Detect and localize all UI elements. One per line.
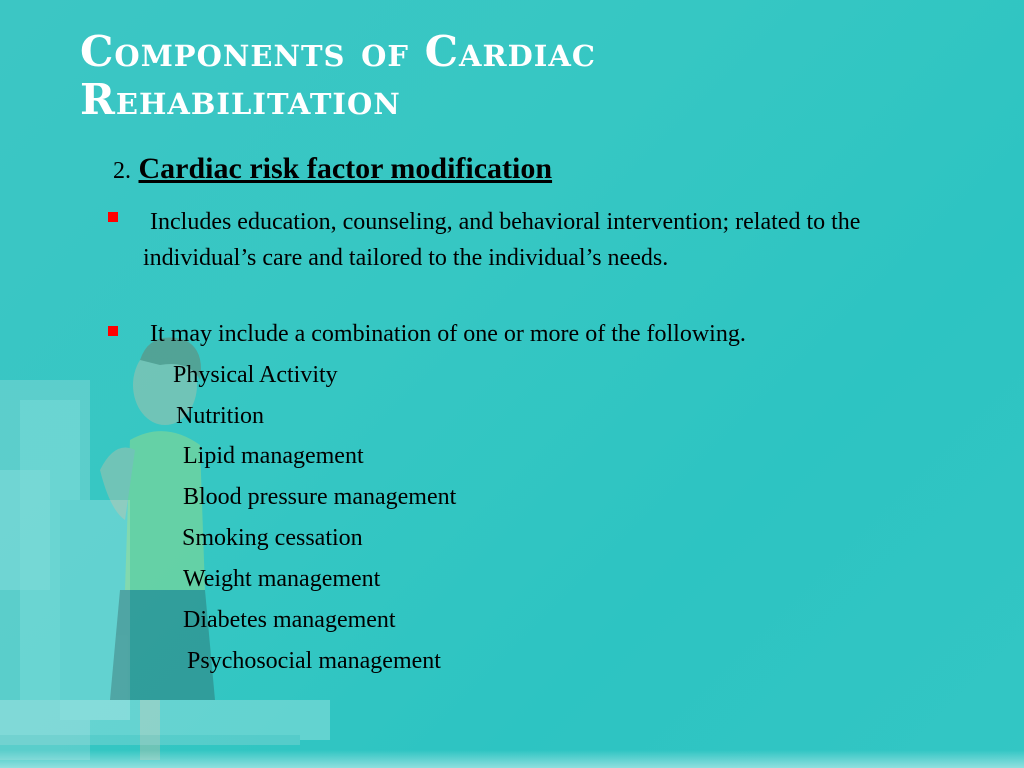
slide-subtitle (113, 152, 552, 186)
subtitle-number: 2. (113, 158, 131, 184)
list-item: Weight management (183, 566, 381, 592)
list-item: Psychosocial management (187, 648, 441, 674)
subtitle-text: Cardiac risk factor modification (138, 152, 553, 185)
bullet-text-1: Includes education, counseling, and behavioral intervention; related to the individual’s care and tailored to the individual’s needs. (143, 209, 861, 271)
list-item: Blood pressure management (183, 484, 457, 510)
bullet-marker-1 (108, 212, 118, 222)
bullet-marker-2 (108, 326, 118, 336)
slide-title: Components of Cardiac Rehabilitation (80, 27, 596, 124)
bottom-band (0, 750, 1024, 768)
bullet-text-2: It may include a combination of one or more of the following. (150, 321, 746, 347)
list-item: Diabetes management (183, 607, 396, 633)
list-item: Smoking cessation (182, 525, 363, 551)
list-item: Physical Activity (173, 362, 338, 388)
list-item: Lipid management (183, 443, 364, 469)
list-item: Nutrition (176, 403, 264, 429)
